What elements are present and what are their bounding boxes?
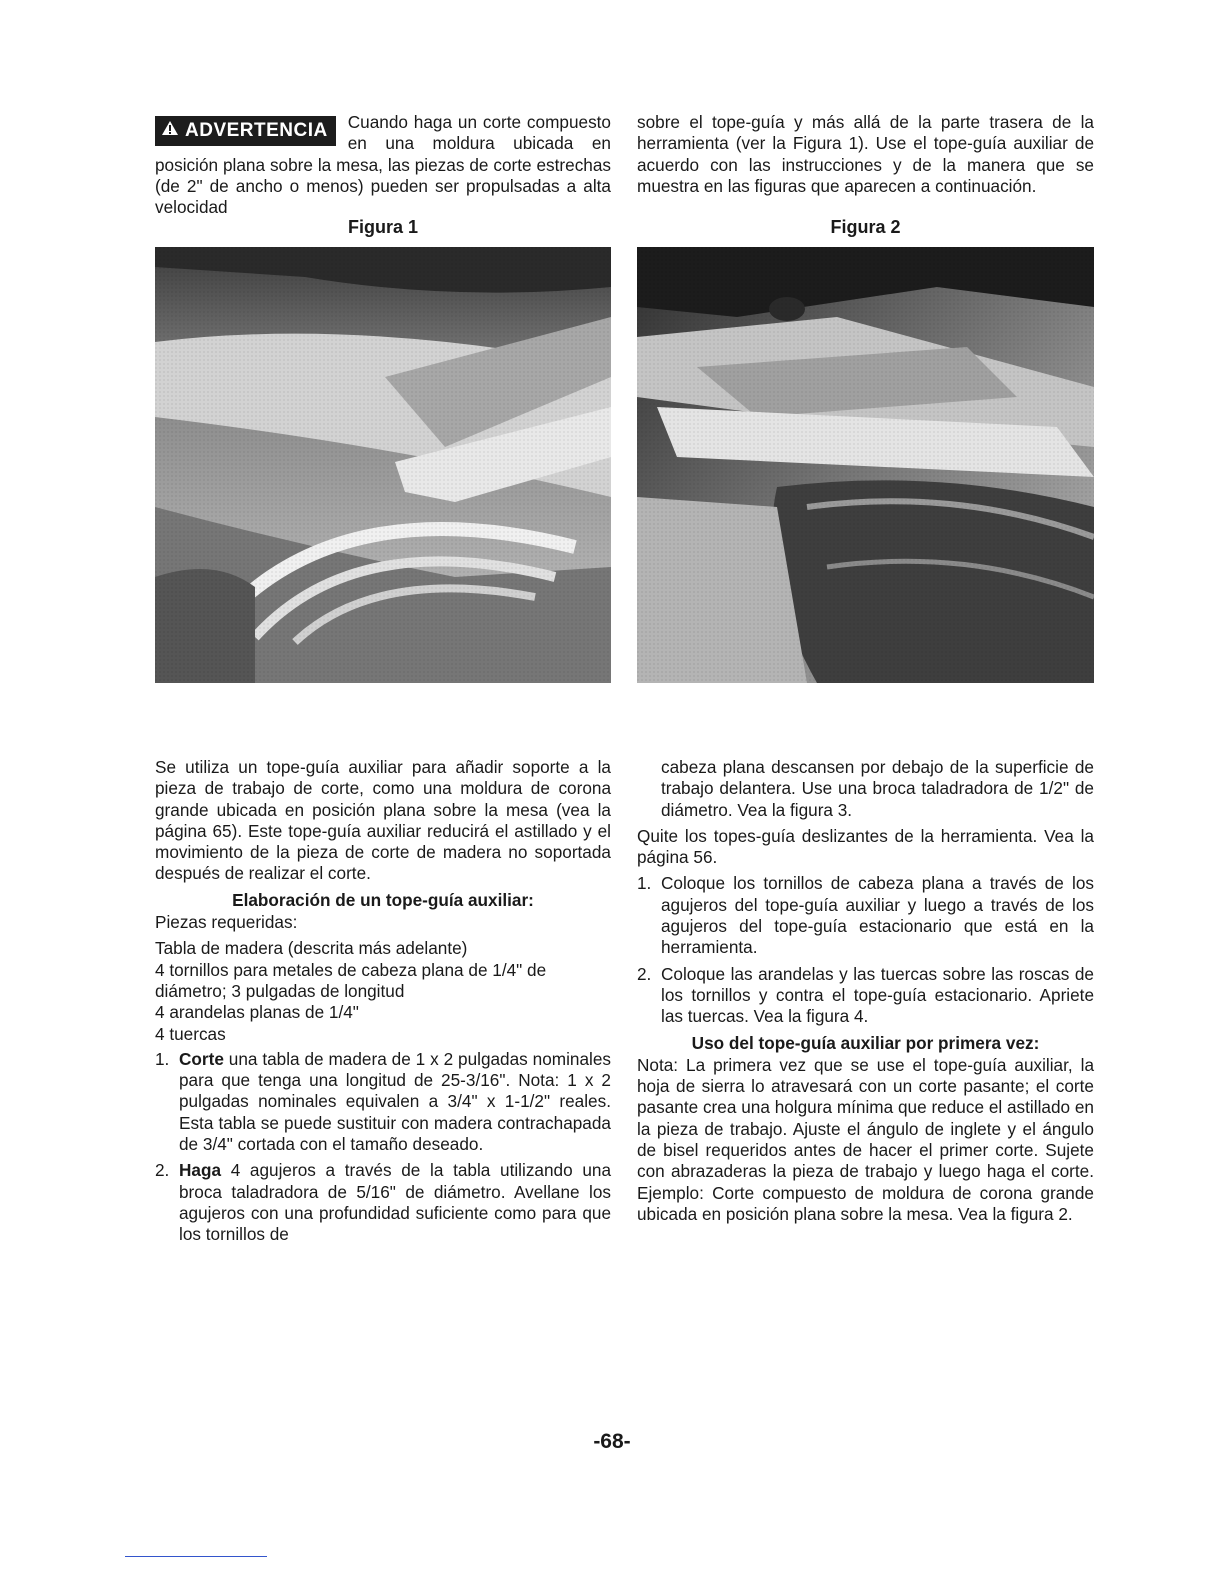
- figure-2-title: Figura 2: [830, 217, 901, 237]
- step-text: Coloque los tornillos de cabeza plana a través de los agujeros del tope-guía auxiliar y luego a través de los agujeros del tope-guía estacionario que está en la herramienta.: [661, 873, 1094, 958]
- warning-badge-label: ADVERTENCIA: [185, 120, 328, 141]
- list-item: [155, 1160, 611, 1245]
- step-number: 2.: [155, 1160, 170, 1181]
- parts-item: 4 tornillos para metales de cabeza plana de 1/4" de diámetro; 3 pulgadas de longitud: [155, 959, 547, 1001]
- figure-1-title: Figura 1: [347, 217, 418, 237]
- parts-list: [155, 938, 611, 1044]
- step-text: una tabla de madera de 1 x 2 pulgadas nominales para que tenga una longitud de 25-3/16". Nota: 1 x 2 pulgadas nominales equivalen a 3/4" x 1-1/2" reales. Esta tabla se puede sustituir con madera contrachapada de 3/4" cortada con el tamaño deseado.: [179, 1048, 611, 1155]
- step-number: 1.: [637, 873, 652, 894]
- list-item: [637, 964, 1094, 1028]
- warning-left: [155, 112, 611, 218]
- warning-triangle-icon: [161, 120, 179, 142]
- parts-item: 4 arandelas planas de 1/4": [155, 1002, 359, 1023]
- install-steps: [637, 873, 1094, 1027]
- warning-text-right: sobre el tope-guía y más allá de la parte trasera de la herramienta (ver la Figura 1). Use el tope-guía auxiliar de acuerdo con las instrucciones y de la manera que se muestra en las figuras que aparecen a continuación.: [637, 112, 1094, 196]
- figure-1-photo: [155, 247, 611, 683]
- warning-badge: [155, 116, 336, 146]
- step-number: 1.: [155, 1048, 170, 1069]
- step-number: 2.: [637, 963, 652, 984]
- left-column: [155, 757, 611, 1251]
- continuation-paragraph: cabeza plana descansen por debajo de la superficie de trabajo delantera. Use una broca taladradora de 1/2" de diámetro. Vea la figura 3.: [661, 757, 1094, 820]
- step-text: 4 agujeros a través de la tabla utilizando una broca taladradora de 5/16" de diámetro. Avellane los agujeros con una profundidad suficiente como para que los tornillos de: [179, 1160, 611, 1245]
- parts-item: Tabla de madera (descrita más adelante): [155, 938, 468, 959]
- remove-fences-paragraph: Quite los topes-guía deslizantes de la herramienta. Vea la página 56.: [637, 825, 1094, 868]
- build-steps: [155, 1049, 611, 1246]
- section-heading-build: Elaboración de un tope-guía auxiliar:: [232, 889, 534, 910]
- figure-2-photo: [637, 247, 1094, 683]
- footer-rule: [125, 1556, 267, 1557]
- step-keyword: Corte: [179, 1048, 224, 1069]
- warning-right: [637, 112, 1094, 197]
- list-item: [637, 873, 1094, 958]
- right-column: [637, 757, 1094, 1230]
- note-paragraph: Nota: La primera vez que se use el tope-guía auxiliar, la hoja de sierra lo atravesará con un corte pasante; el corte pasante crea una holgura mínima que reduce el astillado en la pieza de trabajo. Ajuste el ángulo de inglete y el ángulo de bisel requeridos antes de hacer el primer corte. Sujete con abrazaderas la pieza de trabajo y luego haga el corte. Ejemplo: Corte compuesto de moldura de corona grande ubicada en posición plana sobre la mesa. Vea la figura 2.: [637, 1054, 1094, 1224]
- parts-item: 4 tuercas: [155, 1023, 226, 1044]
- list-item: [155, 1049, 611, 1155]
- step-keyword: Haga: [179, 1160, 222, 1181]
- section-heading-first-use: Uso del tope-guía auxiliar por primera vez:: [691, 1032, 1040, 1053]
- intro-paragraph: Se utiliza un tope-guía auxiliar para añadir soporte a la pieza de trabajo de corte, como una moldura de corona grande ubicada en posición plana sobre la mesa (vea la página 65). Este tope-guía auxiliar reducirá el astillado y el movimiento de la pieza de corte de madera no soportada después de realizar el corte.: [155, 757, 611, 884]
- step-text: Coloque las arandelas y las tuercas sobre las roscas de los tornillos y contra el tope-guía estacionario. Apriete las tuercas. Vea la figura 4.: [661, 963, 1094, 1027]
- page-number: -68-: [593, 1430, 631, 1453]
- warning-text-left: Cuando haga un corte compuesto en una moldura ubicada en posición plana sobre la mesa, las piezas de corte estrechas (de 2" de ancho o menos) pueden ser propulsadas a alta velocidad: [155, 112, 611, 218]
- parts-label: Piezas requeridas:: [155, 912, 298, 933]
